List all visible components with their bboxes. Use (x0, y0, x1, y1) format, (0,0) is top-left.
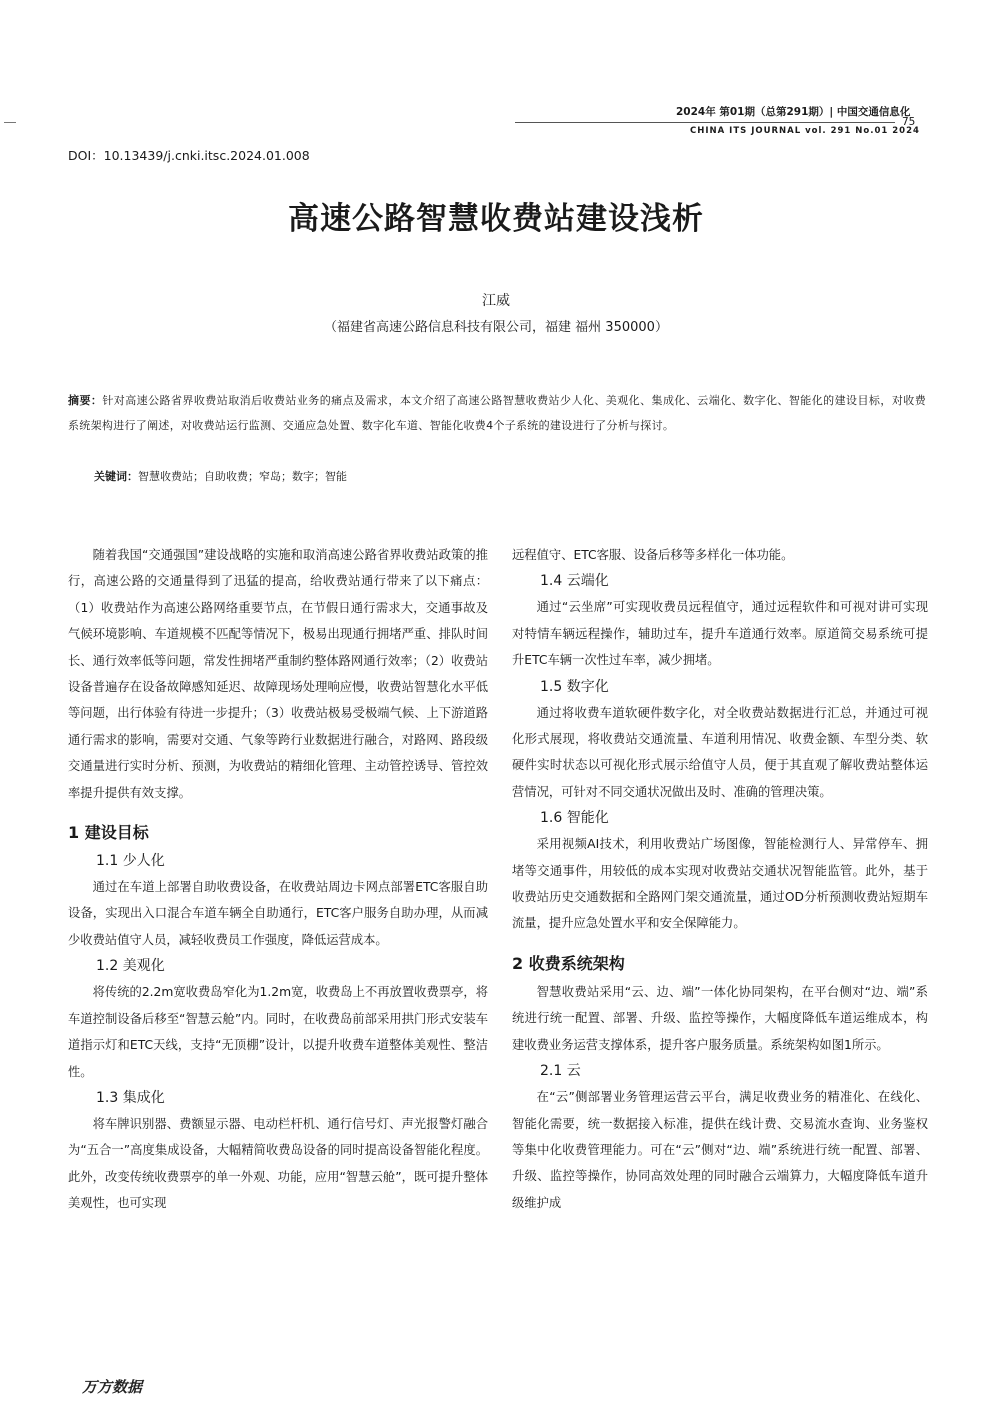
section-1-6-paragraph: 采用视频AI技术，利用收费站广场图像，智能检测行人、异常停车、拥堵等交通事件，用较低的成本实现对收费站交通状况智能监管。此外，基于收费站历史交通数据和全路网门架交通流量，通过OD分析预测收费站短期车流量，提升应急处置水平和安全保障能力。 (512, 837, 928, 931)
section-1-3-paragraph: 将车牌识别器、费额显示器、电动栏杆机、通行信号灯、声光报警灯融合为“五合一”高度集成设备，大幅精简收费岛设备的同时提高设备智能化程度。此外，改变传统收费票亭的单一外观、功能，应用“智慧云舱”，既可提升整体美观性，也可实现 (68, 1116, 488, 1211)
left-column (68, 542, 488, 1217)
section-1-6-heading: 1.6 智能化 (540, 810, 609, 827)
crop-mark-left (4, 122, 16, 123)
section-1-1-paragraph: 通过在车道上部署自助收费设备，在收费站周边卡网点部署ETC客服自助设备，实现出入口混合车道车辆全自助通行，ETC客户服务自助办理，从而减少收费站值守人员，减轻收费员工作强度，降低运营成本。 (68, 880, 488, 947)
section-1-2-paragraph: 将传统的2.2m宽收费岛窄化为1.2m宽，收费岛上不再放置收费票亭，将车道控制设备后移至“智慧云舱”内。同时，在收费岛前部采用拱门形式安装车道指示灯和ETC天线，支持“无顶棚”设计，以提升收费车道整体美观性、整洁性。 (68, 985, 488, 1079)
section-1-1-heading: 1.1 少人化 (96, 853, 165, 870)
abstract-label: 摘要： (68, 394, 103, 407)
affiliation: （福建省高速公路信息科技有限公司，福建 福州 350000） (324, 320, 668, 335)
right-column (512, 542, 928, 1216)
keywords-text: 智慧收费站；自助收费；窄岛；数字；智能 (138, 470, 347, 483)
abstract-text: 针对高速公路省界收费站取消后收费站业务的痛点及需求，本文介绍了高速公路智慧收费站少人化、美观化、集成化、云端化、数字化、智能化的建设目标，对收费系统架构进行了阐述，对收费站运行监测、交通应急处置、数字化车道、智能化收费4个子系统的建设进行了分析与探讨。 (68, 394, 926, 432)
section-1-heading: 1 建设目标 (68, 823, 149, 843)
wanfang-watermark: 万方数据 (82, 1378, 143, 1396)
section-2-heading: 2 收费系统架构 (512, 953, 625, 973)
journal-header-cn: 2024年 第01期（总第291期）| 中国交通信息化 (676, 106, 911, 118)
header-rule (515, 122, 895, 123)
section-2-1-paragraph: 在“云”侧部署业务管理运营云平台，满足收费业务的精准化、在线化、智能化需要，统一数据接入标准，提供在线计费、交易流水查询、业务鉴权等集中化收费管理能力。可在“云”侧对“边、端”系统进行统一配置、部署、升级、监控等操作，协同高效处理的同时融合云端算力，大幅度降低车道升级维护成 (512, 1090, 928, 1210)
keywords-label: 关键词： (94, 470, 138, 483)
continued-paragraph: 远程值守、ETC客服、设备后移等多样化一体功能。 (512, 548, 794, 562)
section-1-4-heading: 1.4 云端化 (540, 573, 609, 590)
section-1-5-paragraph: 通过将收费车道软硬件数字化，对全收费站数据进行汇总，并通过可视化形式展现，将收费站交通流量、车道利用情况、收费金额、车型分类、软硬件实时状态以可视化形式展示给值守人员，便于其直观了解收费站整体运营情况，可针对不同交通状况做出及时、准确的管理决策。 (512, 705, 928, 799)
author: 江威 (482, 293, 510, 309)
section-1-2-heading: 1.2 美观化 (96, 958, 165, 975)
doi: DOI：10.13439/j.cnki.itsc.2024.01.008 (68, 148, 310, 163)
page-number: 75 (902, 116, 916, 128)
paper-title: 高速公路智慧收费站建设浅析 (288, 201, 704, 237)
journal-header-en: CHINA ITS JOURNAL vol. 291 No.01 2024 (690, 126, 920, 136)
section-1-5-heading: 1.5 数字化 (540, 678, 609, 695)
abstract (68, 388, 926, 438)
section-2-paragraph: 智慧收费站采用“云、边、端”一体化协同架构，在平台侧对“边、端”系统进行统一配置、部署、升级、监控等操作，大幅度降低车道运维成本，构建收费业务运营支撑体系，提升客户服务质量。系统架构如图1所示。 (512, 984, 928, 1052)
keywords (94, 466, 924, 488)
section-1-3-heading: 1.3 集成化 (96, 1089, 165, 1106)
section-2-1-heading: 2.1 云 (540, 1063, 581, 1080)
intro-paragraph: 随着我国“交通强国”建设战略的实施和取消高速公路省界收费站政策的推行，高速公路的交通量得到了迅猛的提高，给收费站通行带来了以下痛点：（1）收费站作为高速公路网络重要节点，在节假日通行需求大，交通事故及气候环境影响、车道规模不匹配等情况下，极易出现通行拥堵严重、排队时间长、通行效率低等问题，常发性拥堵严重制约整体路网通行效率；（2）收费站设备普遍存在设备故障感知延迟、故障现场处理响应慢，收费站智慧化水平低等问题，出行体验有待进一步提升；（3）收费站极易受极端气候、上下游道路通行需求的影响，需要对交通、气象等跨行业数据进行融合，对路网、路段级交通量进行实时分析、预测，为收费站的精细化管理、主动管控诱导、管控效率提升提供有效支撑。 (68, 548, 488, 800)
section-1-4-paragraph: 通过“云坐席”可实现收费员远程值守，通过远程软件和可视对讲可实现对特情车辆远程操作，辅助过车，提升车道通行效率。原道简交易系统可提升ETC车辆一次性过车率，减少拥堵。 (512, 600, 928, 668)
